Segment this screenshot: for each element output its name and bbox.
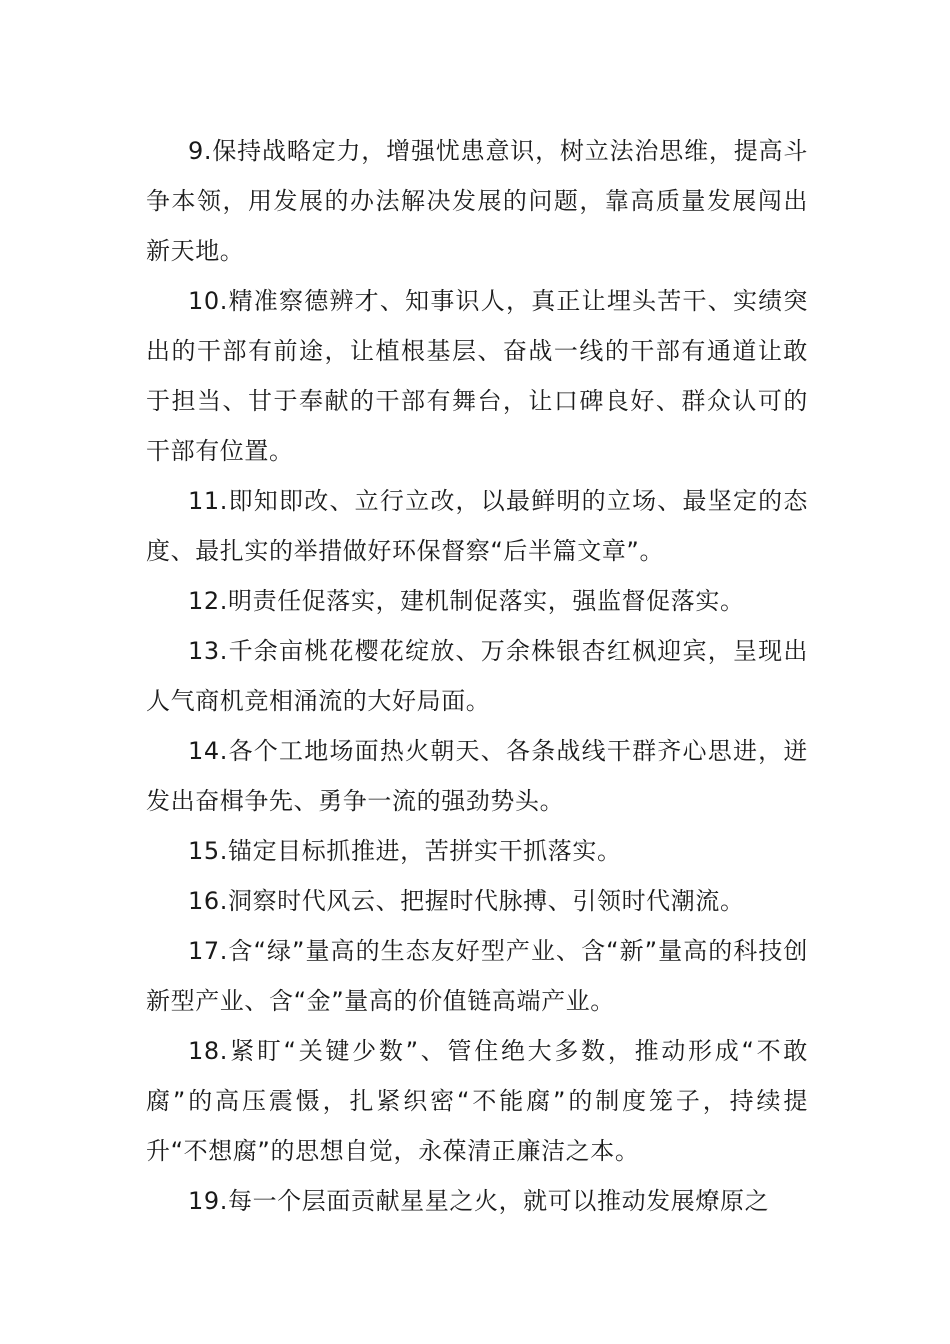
paragraph-16: 16.洞察时代风云、把握时代脉搏、引领时代潮流。 [188, 887, 745, 915]
paragraph-10: 10.精准察德辨才、知事识人，真正让埋头苦干、实绩突出的干部有前途，让植根基层、奋战一线的干部有通道让敢于担当、甘于奉献的干部有舞台，让口碑良好、群众认可的干部有位置。 [146, 287, 808, 465]
paragraph-9: 9.保持战略定力，增强忧患意识，树立法治思维，提高斗争本领，用发展的办法解决发展的问题，靠高质量发展闯出新天地。 [146, 137, 808, 265]
paragraph-13: 13.千余亩桃花樱花绽放、万余株银杏红枫迎宾，呈现出人气商机竞相涌流的大好局面。 [146, 637, 808, 715]
paragraph-14: 14.各个工地场面热火朝天、各条战线干群齐心思进，迸发出奋楫争先、勇争一流的强劲势头。 [146, 737, 808, 815]
paragraph-12: 12.明责任促落实，建机制促落实，强监督促落实。 [188, 587, 745, 615]
document-body [146, 126, 808, 1226]
paragraph-18: 18.紧盯“关键少数”、管住绝大多数，推动形成“不敢腐”的高压震慑，扎紧织密“不能腐”的制度笼子，持续提升“不想腐”的思想自觉，永葆清正廉洁之本。 [146, 1037, 808, 1165]
paragraph-17: 17.含“绿”量高的生态友好型产业、含“新”量高的科技创新型产业、含“金”量高的价值链高端产业。 [146, 937, 808, 1015]
paragraph-11: 11.即知即改、立行立改，以最鲜明的立场、最坚定的态度、最扎实的举措做好环保督察“后半篇文章”。 [146, 487, 808, 565]
paragraph-15: 15.锚定目标抓推进，苦拼实干抓落实。 [188, 837, 622, 865]
paragraph-19: 19.每一个层面贡献星星之火，就可以推动发展燎原之 [188, 1187, 770, 1215]
